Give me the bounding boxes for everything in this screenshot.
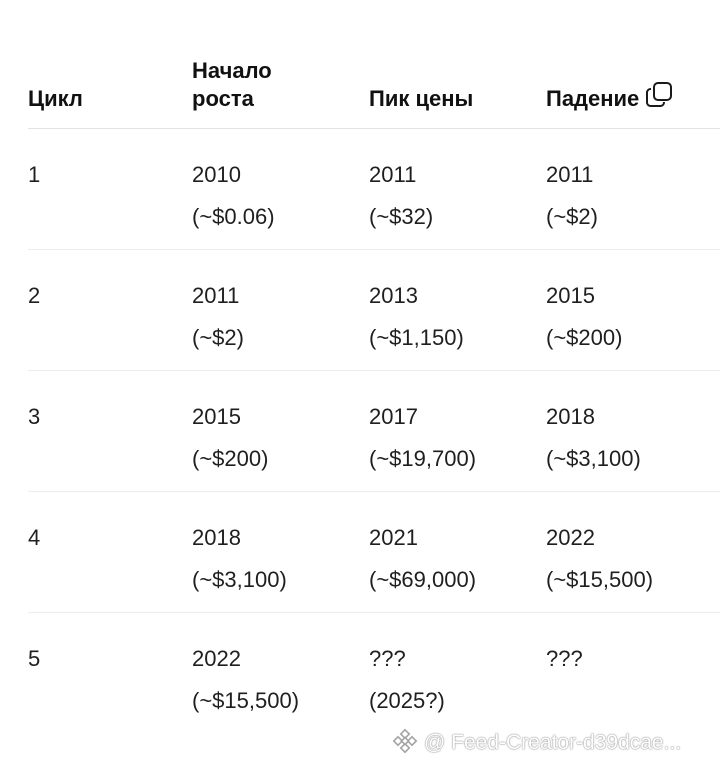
table-row	[28, 371, 720, 492]
peak-year: ???	[369, 646, 406, 671]
peak-price: (~$32)	[369, 204, 434, 229]
start-price: (~$15,500)	[192, 688, 300, 713]
table-row	[28, 492, 720, 613]
cycle-number: 2	[28, 283, 41, 308]
drop-cell	[546, 275, 622, 359]
start-cell	[192, 396, 268, 480]
peak-year: 2017	[369, 404, 418, 429]
header-cycle: Цикл	[28, 86, 83, 111]
peak-price: (~$1,150)	[369, 325, 464, 350]
header-drop	[546, 81, 675, 113]
drop-price: (~$200)	[546, 325, 623, 350]
start-year: 2022	[192, 646, 241, 671]
drop-cell	[546, 154, 598, 238]
table-row	[28, 250, 720, 371]
peak-year: 2021	[369, 525, 418, 550]
drop-cell	[546, 517, 653, 601]
header-start-line1: Начало	[192, 58, 272, 83]
watermark-text: @ Feed-Creator-d39dcae...	[424, 731, 682, 754]
table-header	[28, 0, 720, 129]
peak-price: (~$69,000)	[369, 567, 477, 592]
peak-year: 2013	[369, 283, 418, 308]
cycle-number: 5	[28, 646, 41, 671]
drop-cell	[546, 396, 641, 480]
peak-cell	[369, 275, 464, 359]
start-price: (~$3,100)	[192, 567, 287, 592]
peak-price: (~$19,700)	[369, 446, 477, 471]
peak-year: 2011	[369, 162, 417, 187]
peak-cell	[369, 154, 433, 238]
copy-icon[interactable]	[645, 81, 675, 109]
header-peak: Пик цены	[369, 86, 474, 111]
peak-cell	[369, 638, 445, 722]
drop-year: 2011	[546, 162, 594, 187]
drop-year: 2015	[546, 283, 595, 308]
start-cell	[192, 275, 244, 359]
peak-cell	[369, 396, 476, 480]
header-drop-label: Падение	[546, 86, 640, 111]
watermark	[392, 728, 681, 758]
drop-year: 2022	[546, 525, 595, 550]
peak-cell	[369, 517, 476, 601]
cycle-number: 3	[28, 404, 41, 429]
drop-year: ???	[546, 646, 583, 671]
start-cell	[192, 517, 287, 601]
start-cell	[192, 638, 299, 722]
header-start-line2: роста	[192, 86, 254, 111]
cycle-number: 1	[28, 162, 41, 187]
cycle-number: 4	[28, 525, 41, 550]
peak-price: (2025?)	[369, 688, 445, 713]
start-year: 2011	[192, 283, 240, 308]
start-year: 2010	[192, 162, 241, 187]
start-year: 2018	[192, 525, 241, 550]
table-row	[28, 613, 720, 733]
drop-price: (~$15,500)	[546, 567, 654, 592]
table-row	[28, 129, 720, 250]
start-cell	[192, 154, 275, 238]
data-table	[28, 0, 720, 733]
start-price: (~$200)	[192, 446, 269, 471]
drop-price: (~$2)	[546, 204, 598, 229]
binance-logo-icon	[392, 728, 418, 754]
header-start	[192, 57, 272, 113]
start-price: (~$0.06)	[192, 204, 275, 229]
drop-price: (~$3,100)	[546, 446, 641, 471]
start-price: (~$2)	[192, 325, 244, 350]
drop-cell	[546, 638, 583, 680]
drop-year: 2018	[546, 404, 595, 429]
start-year: 2015	[192, 404, 241, 429]
